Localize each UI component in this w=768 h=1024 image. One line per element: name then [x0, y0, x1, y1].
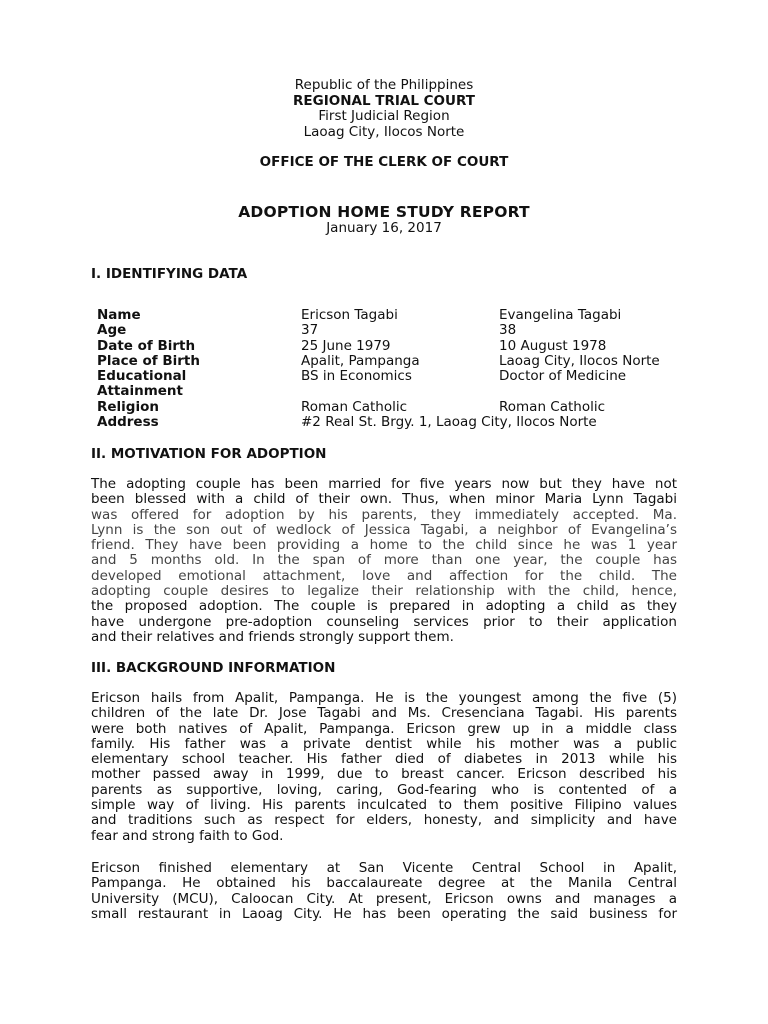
husband-value: Roman Catholic — [301, 398, 408, 415]
row-label: Address — [97, 414, 159, 431]
husband-value: 25 June 1979 — [301, 337, 391, 354]
paragraph-line: and traditions such as respect for elders, honesty, and simplicity and have — [91, 812, 677, 829]
paragraph-line: Lynn is the son out of wedlock of Jessica Tagabi, a neighbor of Evangelina’s — [91, 521, 677, 538]
paragraph-line: been blessed with a child of their own. Thus, when minor Maria Lynn Tagabi — [91, 491, 677, 508]
paragraph-line: elementary school teacher. His father died of diabetes in 2013 while his — [91, 751, 677, 768]
report-date: January 16, 2017 — [326, 220, 442, 236]
office-title: OFFICE OF THE CLERK OF COURT — [259, 154, 509, 170]
paragraph-line: and their relatives and friends strongly support them. — [91, 628, 454, 645]
paragraph-line: have undergone pre-adoption counseling services prior to their application — [91, 613, 677, 630]
husband-value: BS in Economics — [301, 368, 412, 385]
row-label: Place of Birth — [97, 352, 200, 369]
court-header — [0, 78, 768, 140]
section-identifying-data: I. IDENTIFYING DATA — [91, 266, 248, 282]
paragraph-line: was offered for adoption by his parents, they immediately accepted. Ma. — [91, 506, 677, 523]
wife-value: Roman Catholic — [499, 398, 606, 415]
paragraph-line: and 5 months old. In the span of more than one year, the couple has — [91, 552, 677, 569]
report-title: ADOPTION HOME STUDY REPORT — [238, 203, 530, 221]
wife-value: 38 — [499, 322, 517, 339]
wife-value: Laoag City, Ilocos Norte — [499, 352, 660, 369]
paragraph-line: simple way of living. His parents inculcated to them positive Filipino values — [91, 797, 677, 814]
husband-value: Apalit, Pampanga — [301, 352, 420, 369]
background-paragraph-2 — [91, 861, 677, 922]
section-background: III. BACKGROUND INFORMATION — [91, 660, 336, 676]
paragraph-line: were both natives of Apalit, Pampanga. Ericson grew up in a middle class — [91, 720, 677, 737]
paragraph-line: developed emotional attachment, love and affection for the child. The — [91, 567, 677, 584]
husband-value: Ericson Tagabi — [301, 307, 398, 323]
row-label: Age — [97, 322, 127, 339]
header-republic: Republic of the Philippines — [294, 77, 474, 93]
paragraph-line: fear and strong faith to God. — [91, 827, 284, 844]
paragraph-line: Pampanga. He obtained his baccalaureate degree at the Manila Central — [91, 875, 677, 892]
table-row — [97, 339, 697, 354]
row-label: Religion — [97, 398, 159, 415]
address-value: #2 Real St. Brgy. 1, Laoag City, Ilocos Norte — [301, 414, 597, 431]
wife-value: Evangelina Tagabi — [499, 307, 622, 323]
table-row — [97, 308, 697, 323]
paragraph-line: friend. They have been providing a home to the child since he was 1 year — [91, 537, 677, 554]
paragraph-line: family. His father was a private dentist while his mother was a public — [91, 735, 677, 752]
wife-value: 10 August 1978 — [499, 337, 607, 354]
row-label: Educational Attainment — [97, 368, 187, 400]
table-row — [97, 354, 697, 369]
table-row — [97, 323, 697, 338]
paragraph-line: Ericson finished elementary at San Vicente Central School in Apalit, — [91, 860, 677, 876]
paragraph-line: mother passed away in 1999, due to breast cancer. Ericson described his — [91, 766, 677, 783]
paragraph-line: University (MCU), Caloocan City. At present, Ericson owns and manages a — [91, 890, 677, 907]
header-region: First Judicial Region — [318, 108, 450, 124]
paragraph-line: The adopting couple has been married for five years now but they have not — [91, 476, 677, 492]
background-paragraph-1 — [91, 691, 677, 844]
table-row — [97, 369, 697, 400]
paragraph-line: small restaurant in Laoag City. He has been operating the said business for — [91, 905, 677, 922]
section-motivation: II. MOTIVATION FOR ADOPTION — [91, 446, 327, 462]
row-label: Name — [97, 307, 141, 323]
paragraph-line: the proposed adoption. The couple is prepared in adopting a child as they — [91, 598, 677, 615]
motivation-paragraph — [91, 477, 677, 645]
paragraph-line: children of the late Dr. Jose Tagabi and Ms. Cresenciana Tagabi. His parents — [91, 705, 677, 722]
header-city: Laoag City, Ilocos Norte — [303, 123, 465, 140]
husband-value: 37 — [301, 322, 319, 339]
header-court: REGIONAL TRIAL COURT — [293, 92, 475, 109]
identifying-data-table — [97, 308, 697, 430]
table-row — [97, 400, 697, 415]
table-row — [97, 415, 697, 430]
wife-value: Doctor of Medicine — [499, 368, 627, 385]
paragraph-line: Ericson hails from Apalit, Pampanga. He is the youngest among the five (5) — [91, 690, 677, 706]
row-label: Date of Birth — [97, 337, 196, 354]
paragraph-line: adopting couple desires to legalize their relationship with the child, hence, — [91, 583, 677, 600]
paragraph-line: parents as supportive, loving, caring, God-fearing who is contented of a — [91, 781, 677, 798]
